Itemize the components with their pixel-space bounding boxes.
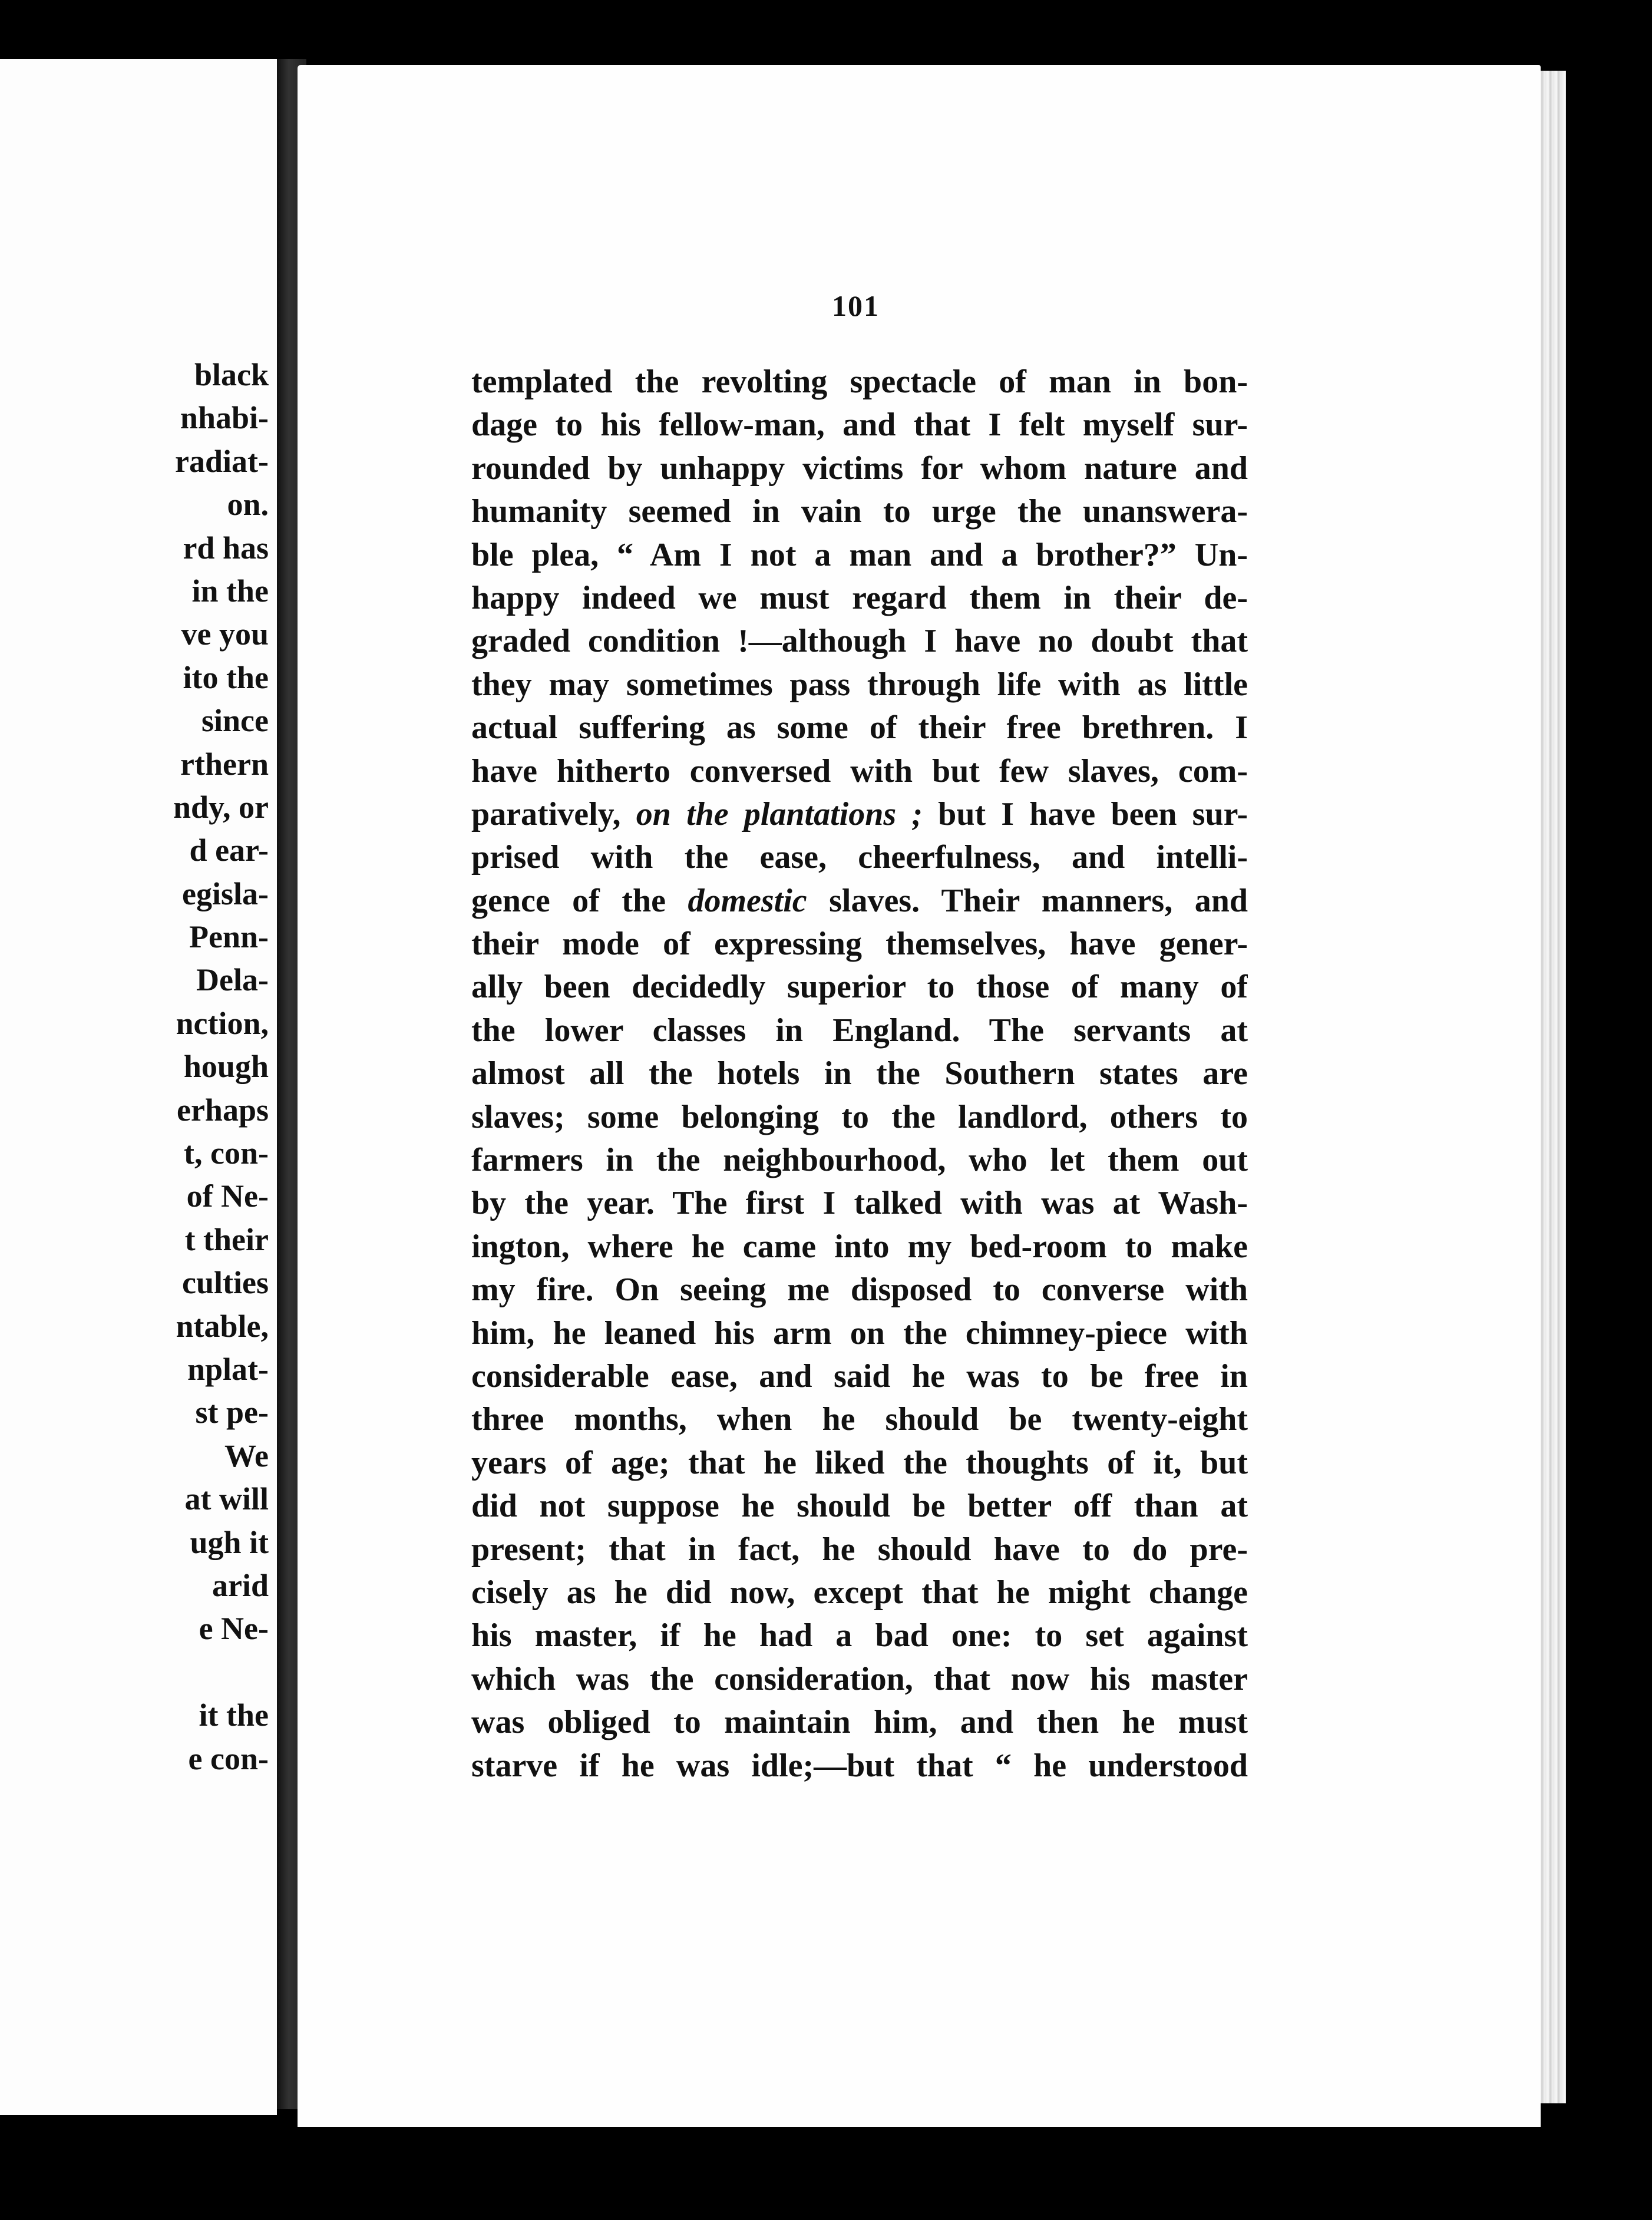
text-line bbox=[471, 1182, 1248, 1225]
previous-page-line: ve you bbox=[181, 616, 269, 652]
text-line bbox=[471, 447, 1248, 490]
previous-page-line bbox=[0, 1651, 269, 1694]
text-segment: my fire. On seeing me disposed to converse with bbox=[471, 1271, 1248, 1309]
previous-page-line: rthern bbox=[180, 746, 269, 782]
text-segment: present; that in fact, he should have to do pre- bbox=[471, 1531, 1248, 1568]
previous-page-line: nhabi- bbox=[180, 400, 269, 436]
text-line bbox=[471, 1528, 1248, 1571]
text-line bbox=[471, 663, 1248, 706]
text-line bbox=[471, 706, 1248, 749]
text-segment: templated the revolting spectacle of man in bon- bbox=[471, 364, 1248, 400]
text-line bbox=[471, 880, 1248, 923]
previous-page-line: Dela- bbox=[196, 962, 269, 998]
page-body-text bbox=[471, 361, 1248, 1788]
previous-page-line: radiat- bbox=[175, 443, 269, 479]
text-segment: they may sometimes pass through life with as little bbox=[471, 666, 1248, 703]
text-segment: dage to his fellow-man, and that I felt myself sur- bbox=[471, 407, 1248, 444]
previous-page-line: ndy, or bbox=[173, 789, 269, 825]
text-segment: slaves; some belonging to the landlord, others to bbox=[471, 1098, 1248, 1135]
text-segment: almost all the hotels in the Southern states are bbox=[471, 1055, 1248, 1092]
previous-page-line: of Ne- bbox=[186, 1178, 269, 1214]
text-line bbox=[471, 1009, 1248, 1052]
text-segment: ally been decidedly superior to those of many of bbox=[471, 969, 1248, 1006]
text-line bbox=[471, 836, 1248, 879]
text-segment: considerable ease, and said he was to be free in bbox=[471, 1357, 1248, 1395]
text-segment: actual suffering as some of their free brethren. I bbox=[471, 709, 1248, 746]
text-segment: graded condition !—although I have no doubt that bbox=[471, 623, 1248, 660]
text-line bbox=[471, 1096, 1248, 1139]
previous-page-line: t their bbox=[184, 1221, 269, 1257]
text-line bbox=[471, 750, 1248, 793]
previous-page-text bbox=[0, 354, 269, 1780]
text-line bbox=[471, 534, 1248, 577]
text-segment: slaves. Their manners, and bbox=[807, 882, 1248, 919]
previous-page-line: t, con- bbox=[184, 1135, 269, 1171]
previous-page-line: d ear- bbox=[189, 832, 269, 868]
previous-page-line: at will bbox=[184, 1481, 269, 1517]
text-segment: but I have been sur- bbox=[922, 795, 1248, 832]
previous-page-line: in the bbox=[191, 573, 269, 609]
text-segment: starve if he was idle;—but that “ he understood bbox=[471, 1747, 1248, 1784]
previous-page-line: egisla- bbox=[182, 876, 269, 911]
text-segment: the lower classes in England. The servants at bbox=[471, 1012, 1248, 1049]
previous-page-line: arid bbox=[212, 1567, 269, 1603]
text-segment: which was the consideration, that now his master bbox=[471, 1660, 1248, 1697]
text-segment: farmers in the neighbourhood, who let them out bbox=[471, 1142, 1248, 1179]
text-segment: him, he leaned his arm on the chimney-piece with bbox=[471, 1314, 1248, 1352]
previous-page-line: e Ne- bbox=[199, 1611, 269, 1647]
text-line bbox=[471, 361, 1248, 404]
text-segment: did not suppose he should be better off than at bbox=[471, 1488, 1248, 1525]
previous-page-line: culties bbox=[182, 1265, 269, 1301]
text-segment: prised with the ease, cheerfulness, and intelli- bbox=[471, 839, 1248, 876]
text-line bbox=[471, 1268, 1248, 1311]
previous-page-line: since bbox=[201, 703, 269, 739]
text-segment: humanity seemed in vain to urge the unanswera- bbox=[471, 493, 1248, 530]
text-segment: three months, when he should be twenty-eight bbox=[471, 1401, 1248, 1438]
text-segment: ington, where he came into my bed-room to make bbox=[471, 1228, 1248, 1265]
previous-page-line: nction, bbox=[176, 1005, 269, 1041]
text-segment: happy indeed we must regard them in their de- bbox=[471, 579, 1248, 616]
previous-page-line: erhaps bbox=[176, 1092, 269, 1128]
previous-page-line: We bbox=[224, 1438, 269, 1474]
text-line bbox=[471, 1571, 1248, 1614]
text-line bbox=[471, 1442, 1248, 1485]
text-line bbox=[471, 1614, 1248, 1657]
page-number: 101 bbox=[832, 289, 880, 322]
text-segment: gence of the bbox=[471, 882, 688, 919]
text-line bbox=[471, 1398, 1248, 1441]
text-line bbox=[471, 490, 1248, 533]
text-line bbox=[471, 1225, 1248, 1268]
text-line bbox=[471, 1052, 1248, 1095]
italic-text: on the plantations ; bbox=[636, 795, 923, 832]
previous-page-line: ito the bbox=[183, 659, 269, 695]
previous-page-line: rd has bbox=[183, 530, 269, 566]
previous-page-line: black bbox=[194, 357, 269, 392]
previous-page-line: it the bbox=[199, 1697, 269, 1733]
text-segment: ble plea, “ Am I not a man and a brother?” Un- bbox=[471, 536, 1248, 573]
previous-page-line: nplat- bbox=[187, 1351, 269, 1387]
text-line bbox=[471, 923, 1248, 966]
text-line bbox=[471, 1745, 1248, 1788]
previous-page-line: st pe- bbox=[195, 1395, 269, 1431]
text-segment: paratively, bbox=[471, 795, 636, 832]
previous-page bbox=[0, 59, 277, 2115]
previous-page-line: ugh it bbox=[190, 1524, 269, 1560]
text-segment: have hitherto conversed with but few slaves, com- bbox=[471, 752, 1248, 789]
text-line bbox=[471, 966, 1248, 1009]
previous-page-line: hough bbox=[183, 1049, 269, 1085]
previous-page-line: Penn- bbox=[189, 919, 269, 955]
text-line bbox=[471, 1701, 1248, 1744]
text-line bbox=[471, 1312, 1248, 1355]
text-segment: was obliged to maintain him, and then he must bbox=[471, 1704, 1248, 1741]
text-segment: years of age; that he liked the thoughts of it, but bbox=[471, 1444, 1248, 1481]
text-segment: rounded by unhappy victims for whom nature and bbox=[471, 450, 1248, 487]
italic-text: domestic bbox=[688, 882, 807, 919]
text-line bbox=[471, 1658, 1248, 1701]
text-segment: his master, if he had a bad one: to set against bbox=[471, 1617, 1248, 1654]
previous-page-line: e con- bbox=[188, 1740, 269, 1776]
text-line bbox=[471, 1139, 1248, 1182]
text-segment: their mode of expressing themselves, have gener- bbox=[471, 926, 1248, 963]
text-line bbox=[471, 793, 1248, 836]
text-line bbox=[471, 620, 1248, 663]
text-segment: cisely as he did now, except that he might change bbox=[471, 1574, 1248, 1611]
text-line bbox=[471, 577, 1248, 620]
text-line bbox=[471, 1485, 1248, 1528]
text-line bbox=[471, 404, 1248, 447]
previous-page-line: on. bbox=[227, 487, 269, 523]
text-line bbox=[471, 1355, 1248, 1398]
previous-page-line: ntable, bbox=[176, 1308, 269, 1344]
text-segment: by the year. The first I talked with was at Wash- bbox=[471, 1185, 1248, 1222]
